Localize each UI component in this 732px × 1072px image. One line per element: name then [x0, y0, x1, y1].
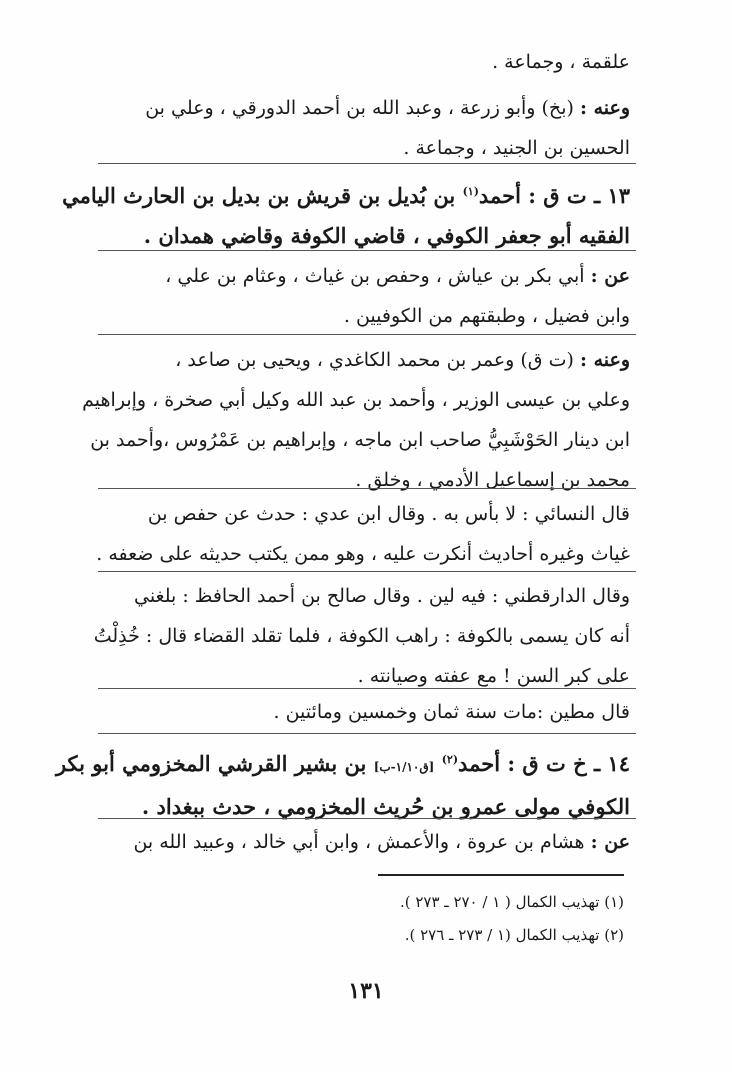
paragraph-separator — [98, 818, 636, 819]
label-anhu: وعنه : — [579, 349, 630, 371]
paragraph-separator — [98, 688, 636, 689]
teachers-paragraph-entry14 — [94, 822, 630, 862]
entry-name: أحمد — [458, 751, 501, 776]
text-line: ابن دينار الحَوْشَبِيُّ صاحب ابن ماجه ، وإبراهيم بن عَمْرُوس ،وأحمد بن — [90, 429, 630, 451]
page-number: ١٣١ — [348, 978, 384, 1004]
paragraph-separator — [98, 334, 636, 335]
entry-sigla: ت ق : — [528, 183, 587, 208]
paragraph-separator — [98, 571, 636, 572]
label-an: عن : — [590, 265, 630, 287]
entry-sigla: خ ت ق : — [507, 751, 587, 776]
footnote-marker: (٢) — [441, 753, 459, 766]
text-line: وقال الدارقطني : فيه لين . وقال صالح بن أحمد الحافظ : بلغني — [133, 585, 630, 607]
teachers-paragraph-entry13 — [94, 256, 630, 336]
text-line: أنه كان يسمى بالكوفة : راهب الكوفة ، فلما تقلد القضاء قال : خُذِلْتُ — [93, 625, 630, 647]
text-line: وعلي بن عيسى الوزير ، وأحمد بن عبد الله وكيل أبي صخرة ، وإبراهيم — [82, 389, 630, 411]
text-line: على كبر السن ! مع عفته وصيانته . — [357, 665, 630, 687]
footnote-rule — [378, 874, 624, 876]
label-an: عن : — [590, 831, 630, 853]
footnotes — [204, 886, 624, 952]
paragraph-separator — [98, 733, 636, 734]
text-line: وعنه : (ت ق) وعمر بن محمد الكاغدي ، ويحيى بن صاعد ، — [175, 349, 630, 371]
footnote-1: (١) تهذيب الكمال ( ١ / ٢٧٠ ـ ٢٧٣ ). — [399, 893, 624, 911]
nasai-paragraph — [94, 494, 630, 574]
text-line: ١٤ ـ خ ت ق : أحمد$^{(٢)}$ [ق١/١٠-ب] بن بشير القرشي المخزومي أبو بكر — [55, 751, 630, 776]
mutayyan-paragraph — [94, 692, 630, 732]
text-line: محمد بن إسماعيل الأدمي ، وخلق . — [355, 469, 630, 491]
entry-name: أحمد — [478, 183, 521, 208]
text-line: وعنه : (بخ) وأبو زرعة ، وعبد الله بن أحمد الدورقي ، وعلي بن — [145, 97, 630, 119]
text-line: الحسين بن الجنيد ، وجماعة . — [403, 137, 630, 159]
text-line: عن : هشام بن عروة ، والأعمش ، وابن أبي خالد ، وعبيد الله بن — [133, 831, 630, 853]
paragraph-separator — [98, 488, 636, 489]
paragraph-separator — [98, 163, 636, 164]
students-paragraph-entry12 — [94, 88, 630, 168]
students-paragraph-entry13 — [82, 340, 630, 500]
text-line: علقمة ، وجماعة . — [492, 51, 630, 73]
text-line: قال النسائي : لا بأس به . وقال ابن عدي : حدث عن حفص بن — [147, 503, 630, 525]
entry-number: ١٤ ـ — [593, 751, 630, 776]
text-line: عن : أبي بكر بن عياش ، وحفص بن غياث ، وعثام بن علي ، — [165, 265, 630, 287]
daraqutni-paragraph — [94, 576, 630, 696]
entry-14-heading — [55, 740, 630, 827]
label-anhu: وعنه : — [579, 97, 630, 119]
manuscript-reference: [ق١/١٠-ب] — [373, 760, 435, 774]
footnote-marker: (١) — [462, 185, 479, 198]
entry-13-heading — [62, 172, 630, 256]
text-line: غياث وغيره أحاديث أنكرت عليه ، وهو ممن يكتب حديثه على ضعفه . — [96, 543, 630, 565]
footnote-2: (٢) تهذيب الكمال (١ / ٢٧٣ ـ ٢٧٦ ). — [404, 926, 624, 944]
text-line: الكوفي مولى عمرو بن حُريث المخزومي ، حدث ببغداد . — [141, 794, 630, 819]
entry-number: ١٣ ـ — [593, 183, 630, 208]
text-line: وابن فضيل ، وطبقتهم من الكوفيين . — [343, 305, 630, 327]
paragraph-separator — [98, 250, 636, 251]
text-line: ١٣ ـ ت ق : أحمد$^{(١)}$ بن بُديل بن قريش بن بديل بن الحارث اليامي — [62, 183, 630, 208]
text-line: الفقيه أبو جعفر الكوفي ، قاضي الكوفة وقاضي همدان . — [143, 223, 630, 248]
text-line: قال مطين :مات سنة ثمان وخمسين ومائتين . — [273, 701, 630, 723]
continuation-line — [94, 42, 630, 82]
